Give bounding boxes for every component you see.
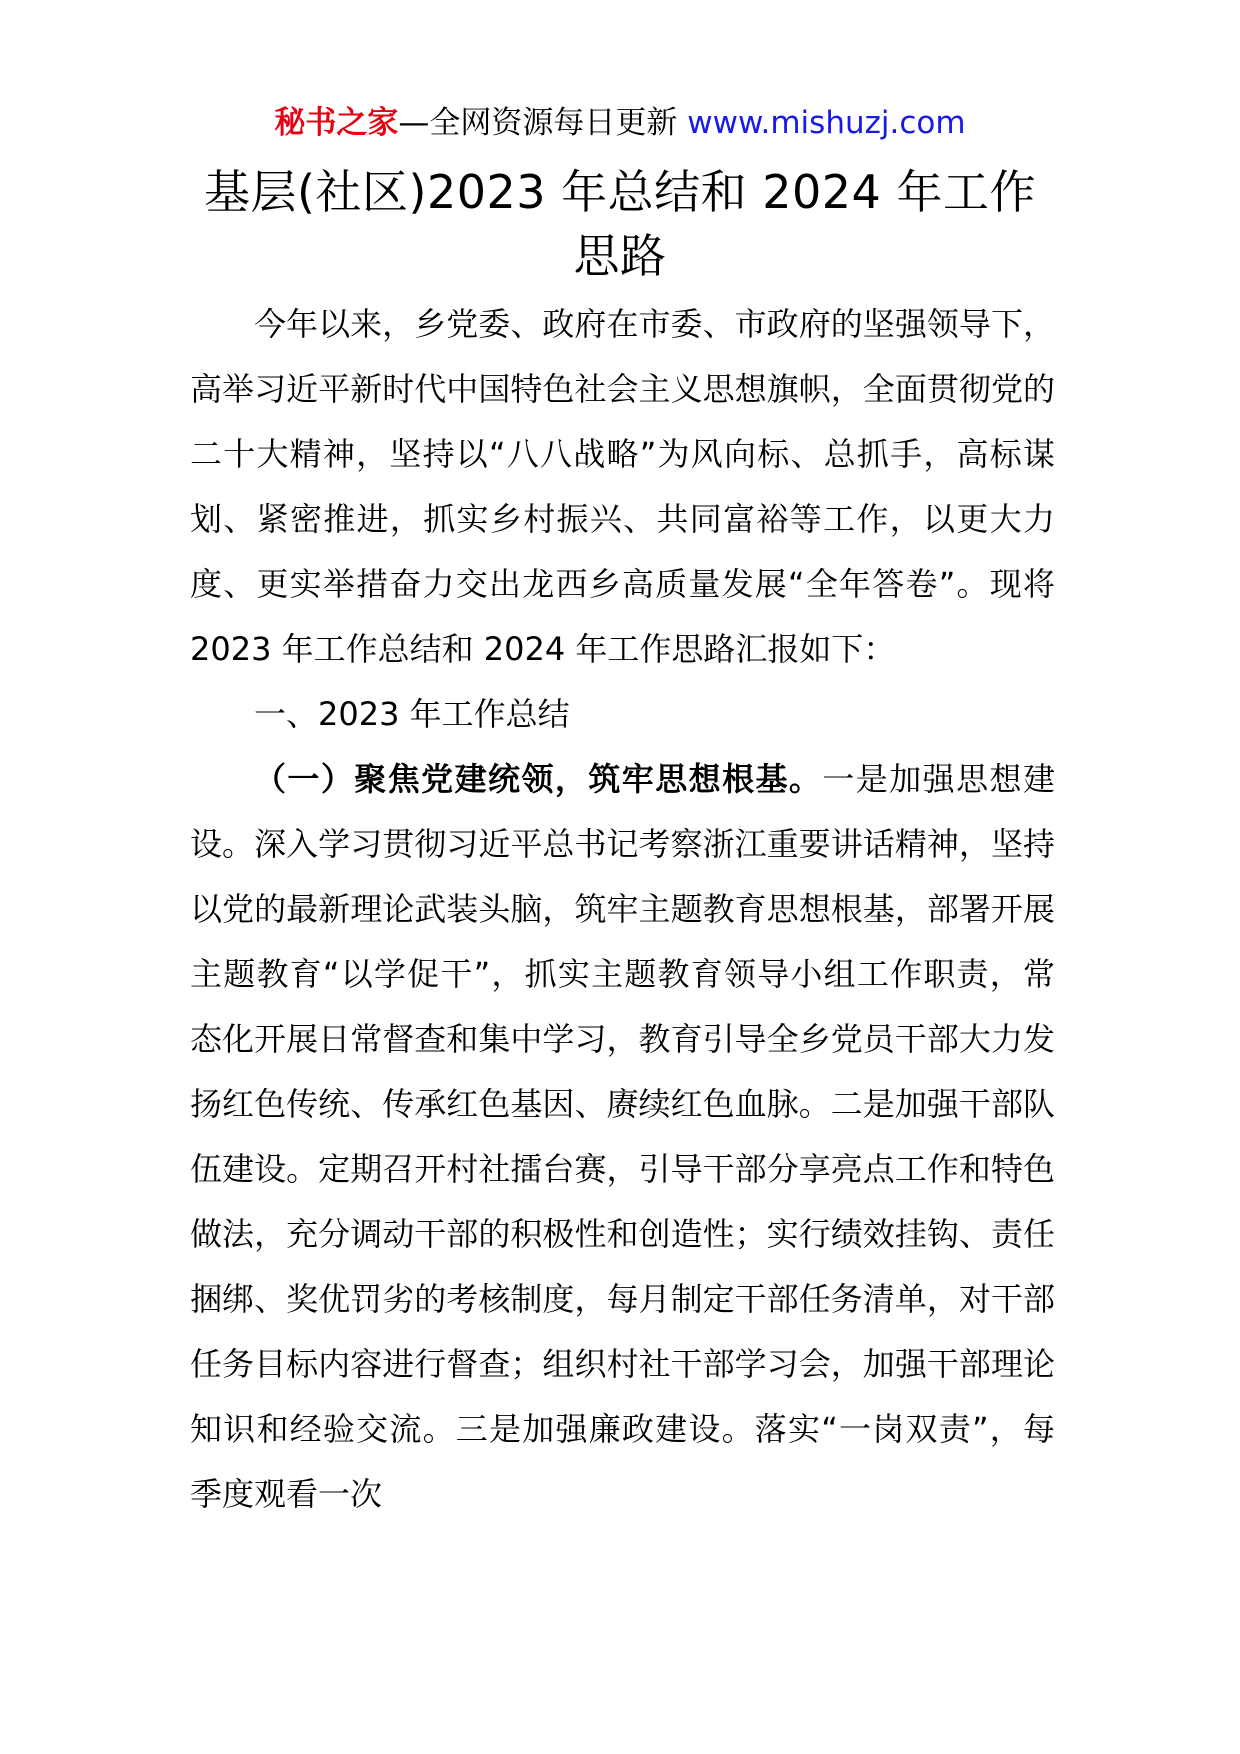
document-title: 基层(社区)2023 年总结和 2024 年工作思路 xyxy=(204,165,1036,283)
site-header xyxy=(0,102,1240,144)
item-paragraph xyxy=(190,747,1055,1527)
site-url-link[interactable]: www.mishuzj.com xyxy=(687,105,966,141)
item-lead: （一）聚焦党建统领，筑牢思想根基。 xyxy=(254,760,823,798)
intro-paragraph: 今年以来，乡党委、政府在市委、市政府的坚强领导下，高举习近平新时代中国特色社会主义思想旗帜，全面贯彻党的二十大精神，坚持以“八八战略”为风向标、总抓手，高标谋划、紧密推进，抓实乡村振兴、共同富裕等工作，以更大力度、更实举措奋力交出龙西乡高质量发展“全年答卷”。现将 2023 年工作总结和 2024 年工作思路汇报如下： xyxy=(190,305,1055,668)
header-tagline: —全网资源每日更新 xyxy=(398,105,678,141)
brand-name: 秘书之家 xyxy=(274,105,399,141)
section-heading: 一、2023 年工作总结 xyxy=(254,695,570,733)
item-text: 一是加强思想建设。深入学习贯彻习近平总书记考察浙江重要讲话精神，坚持以党的最新理论武装头脑，筑牢主题教育思想根基，部署开展主题教育“以学促干”，抓实主题教育领导小组工作职责，常态化开展日常督查和集中学习，教育引导全乡党员干部大力发扬红色传统、传承红色基因、赓续红色血脉。二是加强干部队伍建设。定期召开村社擂台赛，引导干部分享亮点工作和特色做法，充分调动干部的积极性和创造性；实行绩效挂钩、责任捆绑、奖优罚劣的考核制度，每月制定干部任务清单，对干部任务目标内容进行督查；组织村社干部学习会，加强干部理论知识和经验交流。三是加强廉政建设。落实“一岗双责”，每季度观看一次 xyxy=(190,760,1055,1513)
document-body xyxy=(190,292,1055,1527)
